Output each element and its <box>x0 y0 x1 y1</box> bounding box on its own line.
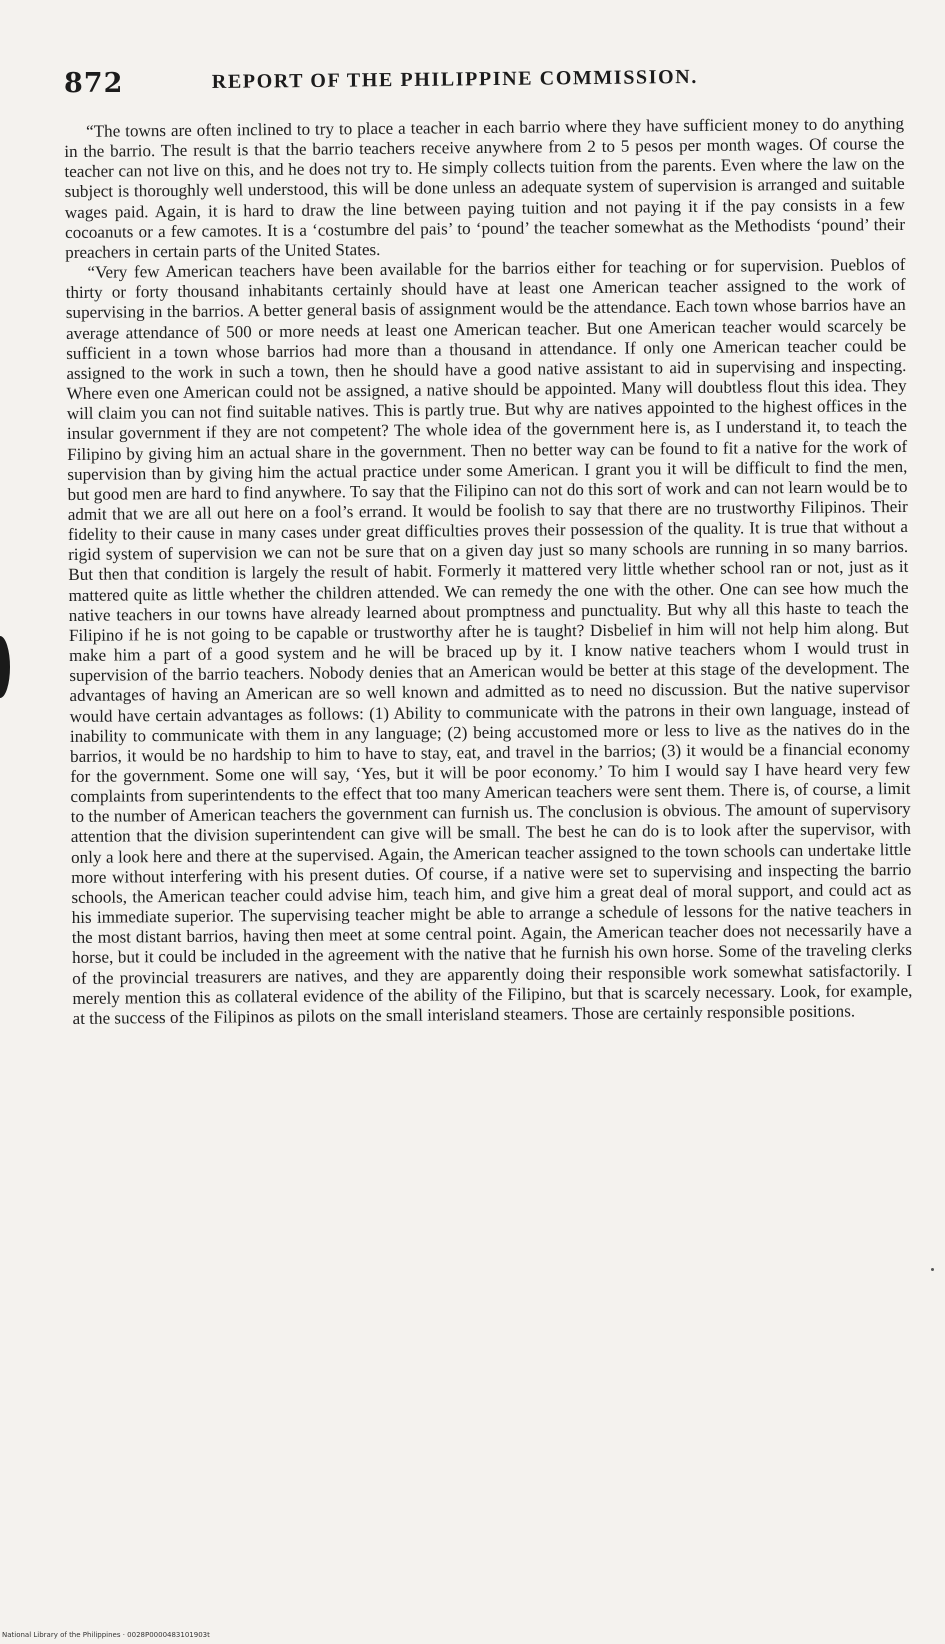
page-number: 872 <box>64 68 124 99</box>
page-header <box>64 65 904 102</box>
scan-identifier: National Library of the Philippines · 0028P0000483101903t <box>2 1631 210 1639</box>
paragraph: “Very few American teachers have been available for the barrios either for teaching or for supervision. Pueblos of thirty or forty thousand inhabitants certainly should have at least one American teacher assigned to the work of supervising in the barrios. A better general basis of assignment would be the attendance. Each town whose barrios have an average attendance of 500 or more needs at least one American teacher. But one American teacher would scarcely be sufficient in a town whose barrios had more than a thousand in attendance. If only one American teacher could be assigned to the work in such a town, then he should have a good native assistant to aid in supervising and inspecting. Where even one American could not be assigned, a native should be appointed. Many will doubtless flout this idea. They will claim you can not find suitable natives. This is partly true. But why are natives appointed to the highest offices in the insular government if they are not competent? The whole idea of the government here is, as I understand it, to teach the Filipino by giving him an actual share in the government. Then no better way can be found to fit a native for the work of supervision than by giving him the actual practice under some American. I grant you it will be difficult to find the men, but good men are hard to find anywhere. To say that the Filipino can not do this sort of work and can not learn would be to admit that we are all out here on a fool’s errand. It would be foolish to say that there are no trustworthy Filipinos. Their fidelity to their cause in many cases under great difficulties proves their possession of the quality. It is true that without a rigid system of supervision we can not be sure that on a given day just so many schools are running in so many barrios. But then that condition is largely the result of habit. Formerly it mattered very little whether school ran or not, just as it mattered quite as little whether the children attended. We can remedy the one with the other. One can see how much the native teachers in our towns have already learned about promptness and punctuality. But why all this haste to teach the Filipino if he is not going to be capable or trustworthy after he is taught? Disbelief in him will not help him along. But make him a part of a good system and he will be braced up by it. I know native teachers whom I would trust in supervision of the barrio teachers. Nobody denies that an American would be better at this stage of the development. The advantages of having an American are so well known and admitted as to need no discussion. But the native supervisor would have certain advantages as follows: (1) Ability to communicate with the patrons in their own language, instead of inability to communicate with them in any language; (2) being accustomed more or less to live as the natives do in the barrios, it would be no hardship to him to have to stay, eat, and travel in the barrios; (3) it would be a financial economy for the government. Some one will say, ‘Yes, but it will be poor economy.’ To him I would say I have heard very few complaints from superintendents to the effect that too many American teachers were sent them. There is, of course, a limit to the number of American teachers the government can furnish us. The conclusion is obvious. The amount of supervisory attention that the division superintendent can give will be small. The best he can do is to look after the supervisor, with only a look here and there at the supervised. Again, the American teacher assigned to the town schools can undertake little more without interfering with his present duties. Of course, if a native were set to supervising and inspecting the barrio schools, the American teacher could advise him, teach him, and give him a great deal of moral support, and could act as his immediate superior. The supervising teacher might be able to arrange a schedule of lessons for the native teachers in the most distant barrios, having then meet at some central point. Again, the American teacher does not necessarily have a horse, but it could be included in the agreement with the native that he furnish his own horse. Some of the traveling clerks of the provincial treasurers are natives, and they are apparently doing their responsible work somewhat satisfactorily. I merely mention this as collateral evidence of the ability of the Filipino, but that is scarcely necessary. Look, for example, at the success of the Filipinos as pilots on the small interisland steamers. Those are certainly responsible positions. <box>65 255 913 1028</box>
binding-hole-shadow <box>0 636 10 698</box>
body-text <box>64 114 913 1029</box>
paragraph: “The towns are often inclined to try to place a teacher in each barrio where they have sufficient money to do anything in the barrio. The result is that the barrio teachers receive anywhere from 2 to 5 pesos per month wages. Of course the teacher can not live on this, and he does not try to. He simply collects tuition from the parents. Even where the law on the subject is thoroughly well understood, this will be done unless an adequate system of supervision is arranged and suitable wages paid. Again, it is hard to draw the line between paying tuition and not paying it if the pay consists in a few cocoanuts or a few camotes. It is a ‘costumbre del pais’ to ‘pound’ the teacher somewhat as the Methodists ‘pound’ their preachers in certain parts of the United States. <box>64 113 906 262</box>
running-title: REPORT OF THE PHILIPPINE COMMISSION. <box>211 65 698 94</box>
scan-speck <box>931 1268 934 1271</box>
